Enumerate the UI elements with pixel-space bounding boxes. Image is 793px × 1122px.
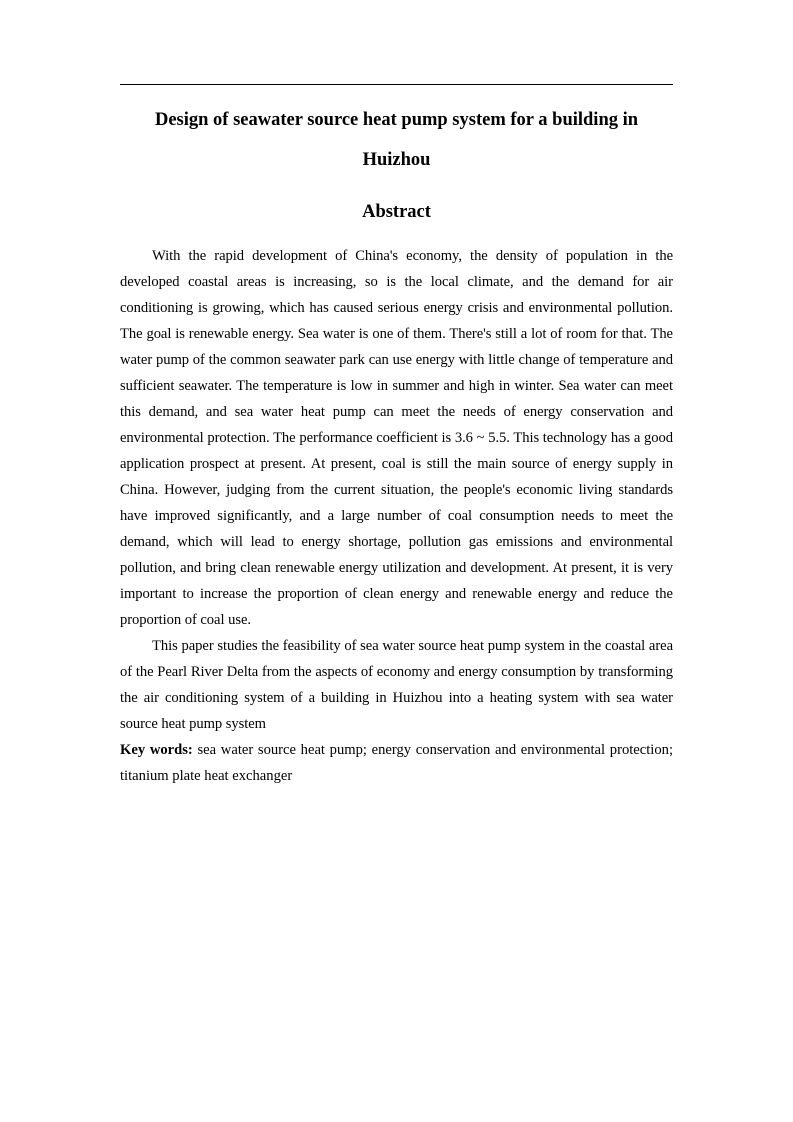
header-rule	[120, 84, 673, 85]
keywords-label: Key words:	[120, 742, 193, 758]
keywords-line	[120, 737, 673, 789]
document-page	[120, 0, 673, 1122]
document-title: Design of seawater source heat pump system for a building in Huizhou	[154, 110, 639, 170]
keywords-text: sea water source heat pump; energy conservation and environmental protection; titanium plate heat exchanger	[120, 742, 674, 784]
abstract-body	[120, 243, 673, 789]
abstract-heading: Abstract	[362, 202, 431, 222]
abstract-paragraph-1: With the rapid development of China's economy, the density of population in the developed coastal areas is increasing, so is the local climate, and the demand for air conditioning is growing, which has caused serious energy crisis and environmental pollution. The goal is renewable energy. Sea water is one of them. There's still a lot of room for that. The water pump of the common seawater park can use energy with little change of temperature and sufficient seawater. The temperature is low in summer and high in winter. Sea water can meet this demand, and sea water heat pump can meet the needs of energy conservation and environmental protection. The performance coefficient is 3.6 ~ 5.5. This technology has a good application prospect at present. At present, coal is still the main source of energy supply in China. However, judging from the current situation, the people's economic living standards have improved significantly, and a large number of coal consumption needs to meet the demand, which will lead to energy shortage, pollution gas emissions and environmental pollution, and bring clean renewable energy utilization and development. At present, it is very important to increase the proportion of clean energy and renewable energy and reduce the proportion of coal use.	[120, 248, 673, 628]
abstract-paragraph-2: This paper studies the feasibility of sea water source heat pump system in the coastal area of the Pearl River Delta from the aspects of economy and energy consumption by transforming the air conditioning system of a building in Huizhou into a heating system with sea water source heat pump system	[120, 638, 673, 732]
